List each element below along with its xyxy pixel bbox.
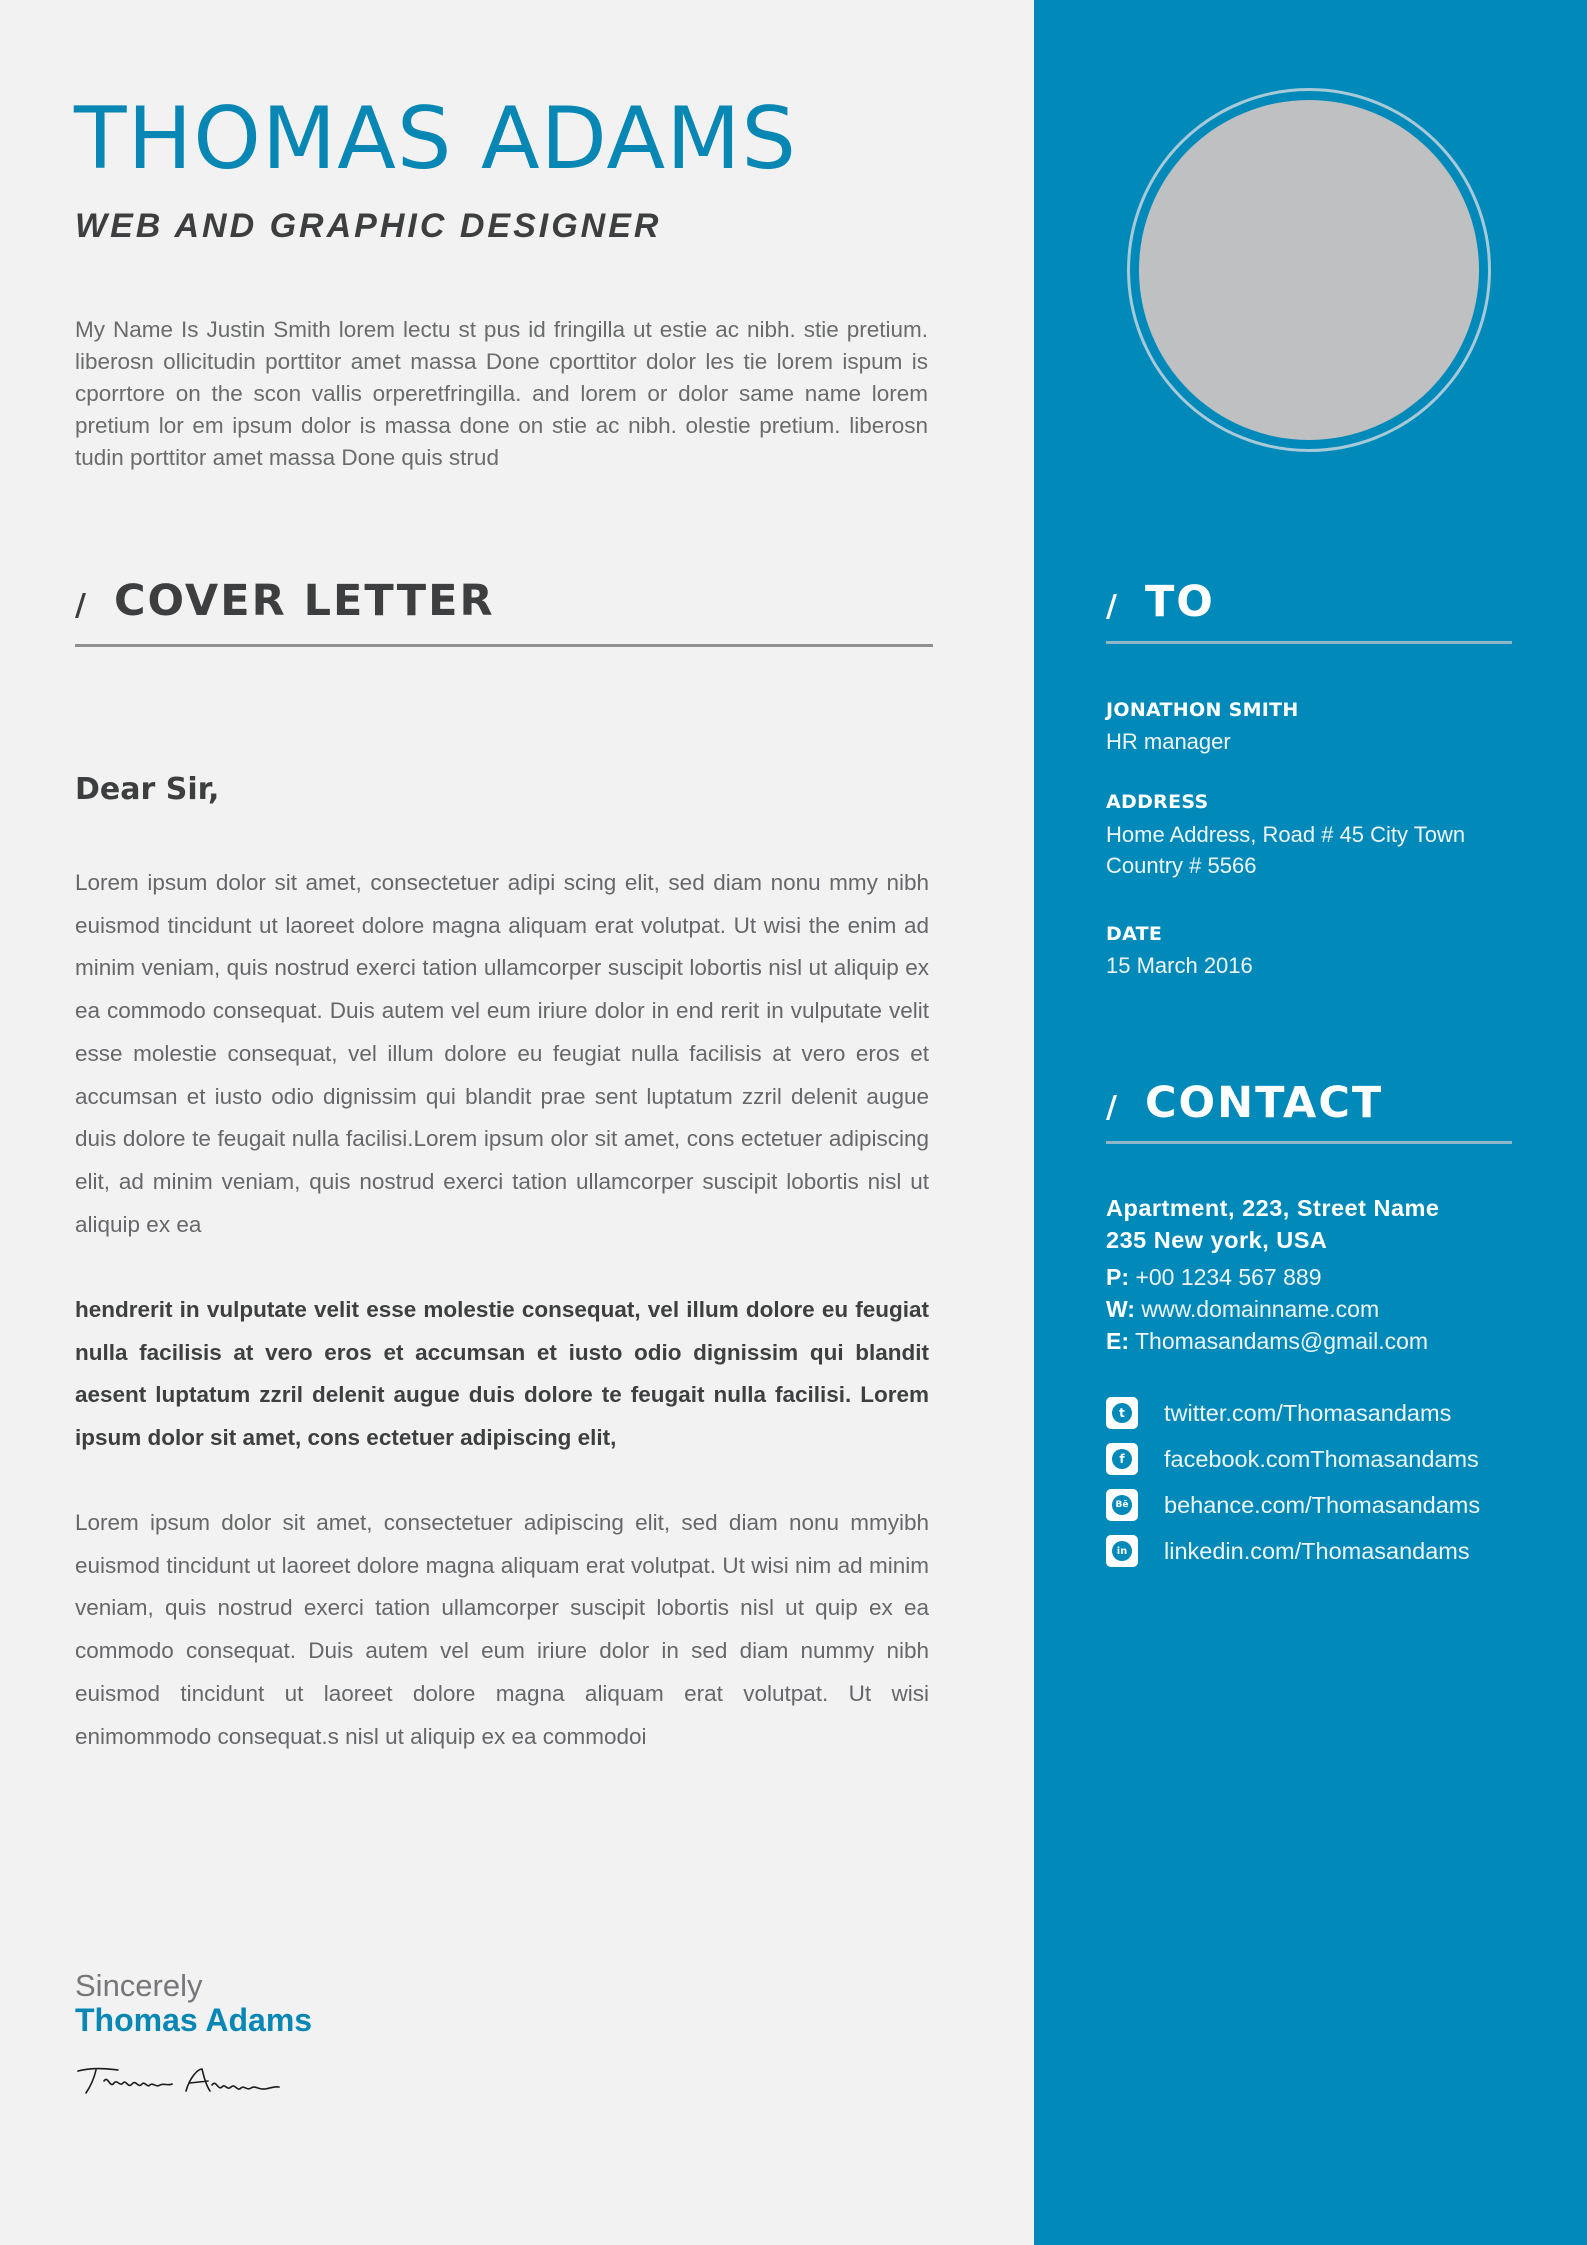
- signature: [74, 2063, 284, 2099]
- linkedin-glyph: in: [1112, 1541, 1132, 1561]
- cover-letter-heading: [75, 576, 495, 626]
- profile-photo-placeholder: [1139, 100, 1479, 440]
- to-heading: [1106, 577, 1215, 627]
- twitter-glyph: t: [1112, 1403, 1132, 1423]
- applicant-name: THOMAS ADAMS: [74, 89, 798, 189]
- social-linkedin[interactable]: [1106, 1535, 1470, 1567]
- cover-letter-title: COVER LETTER: [113, 576, 495, 626]
- date-label: DATE: [1106, 923, 1163, 945]
- letter-paragraph-3: Lorem ipsum dolor sit amet, consectetuer adipiscing elit, sed diam nonu mmyibh euismod tincidunt ut laoreet dolore magna aliquam erat volutpat. Ut wisi nim ad minim veniam, quis nostrud exerci tation ullamcorper suscipit lobortis nisl ut quip ex ea commodo consequat. Duis autem vel eum iriure dolor in sed diam nummy nibh euismod tincidunt ut laoreet dolore magna aliquam erat volutpat. Ut wisi enimommodo consequat.s nisl ut aliquip ex ea commodoi: [75, 1510, 929, 1749]
- contact-address-line-2: 235 New york, USA: [1106, 1227, 1328, 1253]
- greeting: Dear Sir,: [75, 772, 220, 807]
- date-value: 15 March 2016: [1106, 953, 1253, 978]
- job-title: WEB AND GRAPHIC DESIGNER: [75, 207, 662, 245]
- twitter-icon: [1106, 1397, 1138, 1429]
- intro-paragraph: My Name Is Justin Smith lorem lectu st pus id fringilla ut estie ac nibh. stie pretium. liberosn ollicitudin porttitor amet massa Done cporttitor dolor les tie lorem ispum is cporrtore on the scon vallis orperetfringilla. and lorem or dolor same name lorem pretium lor em ipsum dolor is massa done on stie ac nibh. olestie pretium. liberosn tudin porttitor amet massa Done quis strud: [75, 317, 928, 470]
- email-line: [1106, 1328, 1428, 1355]
- address-label: ADDRESS: [1106, 791, 1209, 813]
- social-twitter[interactable]: [1106, 1397, 1451, 1429]
- contact-address-line-1: Apartment, 223, Street Name: [1106, 1195, 1440, 1221]
- email-link[interactable]: Thomasandams@gmail.com: [1134, 1328, 1429, 1354]
- to-title: TO: [1144, 577, 1215, 627]
- phone-number: +00 1234 567 889: [1135, 1264, 1322, 1290]
- closing: Sincerely: [75, 1968, 203, 2003]
- cover-letter-divider: [75, 644, 933, 647]
- signer-name: Thomas Adams: [75, 2002, 313, 2038]
- website-link[interactable]: www.domainname.com: [1141, 1296, 1380, 1322]
- linkedin-link[interactable]: linkedin.com/Thomasandams: [1164, 1537, 1470, 1564]
- behance-link[interactable]: behance.com/Thomasandams: [1164, 1491, 1481, 1518]
- behance-icon: [1106, 1489, 1138, 1521]
- contact-address: [1106, 1192, 1439, 1256]
- heading-slash: /: [75, 588, 88, 623]
- recipient-name: JONATHON SMITH: [1106, 699, 1299, 721]
- web-line: [1106, 1296, 1379, 1323]
- linkedin-icon: [1106, 1535, 1138, 1567]
- heading-slash: /: [1106, 589, 1119, 624]
- heading-slash: /: [1106, 1090, 1119, 1125]
- address-line-2: Country # 5566: [1106, 853, 1257, 878]
- email-label: E:: [1106, 1328, 1129, 1354]
- social-facebook[interactable]: [1106, 1443, 1479, 1475]
- phone-label: P:: [1106, 1264, 1129, 1290]
- social-behance[interactable]: [1106, 1489, 1480, 1521]
- facebook-icon: [1106, 1443, 1138, 1475]
- web-label: W:: [1106, 1296, 1135, 1322]
- twitter-link[interactable]: twitter.com/Thomasandams: [1164, 1399, 1452, 1426]
- recipient-role: HR manager: [1106, 729, 1231, 754]
- contact-heading: [1106, 1078, 1383, 1128]
- letter-paragraph-2: hendrerit in vulputate velit esse molestie consequat, vel illum dolore eu feugiat nulla facilisis at vero eros et accumsan et iusto odio dignissim qui blandit aesent luptatum zzril delenit augue duis dolore te feugait nulla facilisi. Lorem ipsum dolor sit amet, cons ectetuer adipiscing elit,: [75, 1297, 929, 1451]
- facebook-link[interactable]: facebook.comThomasandams: [1164, 1445, 1479, 1472]
- to-divider: [1106, 641, 1512, 644]
- behance-glyph: Bē: [1112, 1495, 1132, 1515]
- address-line-1: Home Address, Road # 45 City Town: [1106, 822, 1466, 847]
- contact-divider: [1106, 1141, 1512, 1144]
- letter-paragraph-1: Lorem ipsum dolor sit amet, consectetuer adipi scing elit, sed diam nonu mmy nibh euismod tincidunt ut laoreet dolore magna aliquam erat volutpat. Ut wisi the enim ad minim veniam, quis nostrud exerci tation ullamcorper suscipit lobortis nisl ut aliquip ex ea commodo consequat. Duis autem vel eum iriure dolor in end rerit in vulputate velit esse molestie consequat, vel illum dolore eu feugiat nulla facilisis at vero eros et accumsan et iusto odio dignissim qui blandit prae sent luptatum zzril delenit augue duis dolore te feugait nulla facilisi.Lorem ipsum olor sit amet, cons ectetuer adipiscing elit, ad minim veniam, quis nostrud exerci tation ullamcorper suscipit lobortis nisl ut aliquip ex ea: [75, 870, 929, 1237]
- facebook-glyph: f: [1112, 1449, 1132, 1469]
- phone-line: [1106, 1264, 1322, 1291]
- contact-title: CONTACT: [1144, 1078, 1384, 1128]
